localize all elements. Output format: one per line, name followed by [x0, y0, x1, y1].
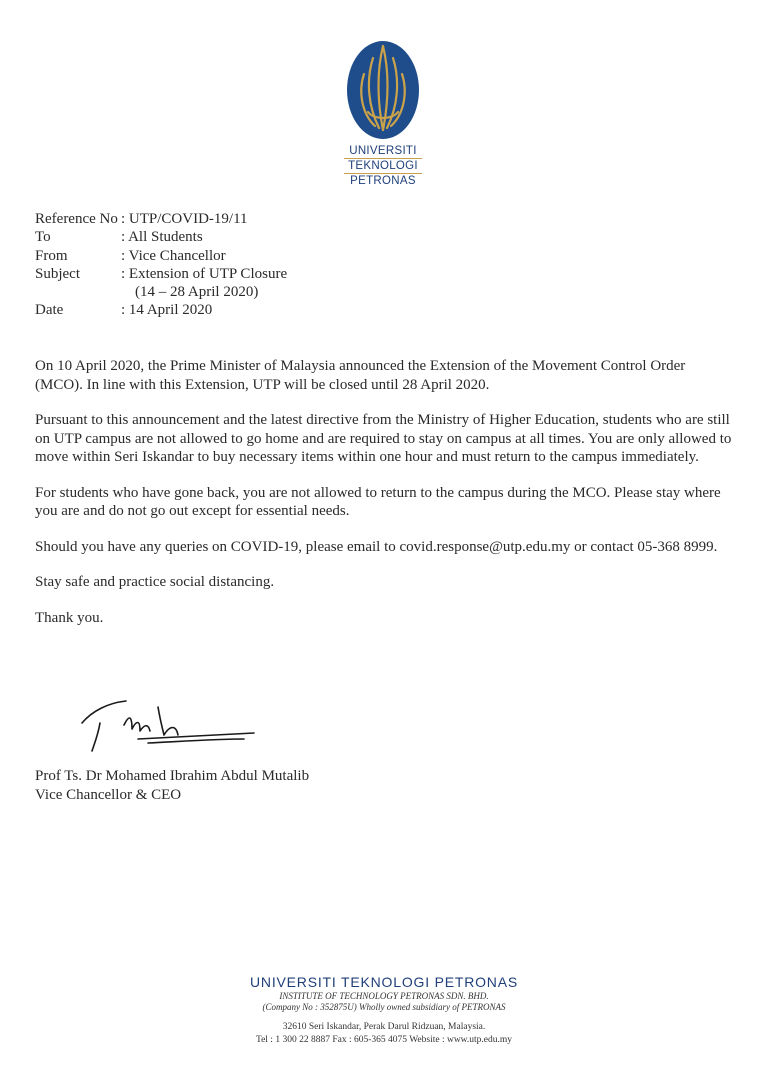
logo-line-3: PETRONAS	[350, 175, 416, 187]
paragraph-stay-safe: Stay safe and practice social distancing.	[35, 574, 275, 590]
footer-subsidiary-line: (Company No : 352875U) Wholly owned subsidiary of PETRONAS	[262, 1002, 506, 1012]
from-label: From	[35, 247, 68, 264]
paragraph-campus-directive: Pursuant to this announcement and the latest directive from the Ministry of Higher Education, students who are still on UTP campus are not allowed to go home and are required to stay on campus at all times. You are only allowed to move within Seri Iskandar to buy necessary items within one hour and must return to the campus immediately.	[35, 412, 732, 465]
paragraph-queries-contact: Should you have any queries on COVID-19, please email to covid.response@utp.edu.my or contact 05-368 8999.	[35, 538, 718, 555]
signer-name: Prof Ts. Dr Mohamed Ibrahim Abdul Mutalib	[35, 768, 310, 784]
paragraph-mco-extension: On 10 April 2020, the Prime Minister of Malaysia announced the Extension of the Movement Control Order (MCO). In line with this Extension, UTP will be closed until 28 April 2020.	[35, 358, 686, 393]
date-label: Date	[35, 302, 64, 319]
subject-value-2: (14 – 28 April 2020)	[135, 284, 259, 301]
utp-logo	[344, 40, 422, 188]
reference-row	[35, 210, 287, 228]
paragraph-thank-you: Thank you.	[35, 609, 104, 626]
footer-contact: Tel : 1 300 22 8887 Fax : 605-365 4075 Website : www.utp.edu.my	[255, 1035, 513, 1045]
signature-icon	[78, 695, 258, 765]
letterhead-footer	[150, 974, 618, 1047]
footer-org-name: UNIVERSITI TEKNOLOGI PETRONAS	[250, 974, 518, 990]
to-row	[35, 228, 287, 246]
memo-body	[35, 357, 735, 644]
subject-row	[35, 265, 287, 283]
footer-address: 32610 Seri Iskandar, Perak Darul Ridzuan, Malaysia.	[282, 1022, 486, 1032]
reference-label: Reference No	[35, 211, 118, 227]
paragraph-students-gone-back: For students who have gone back, you are not allowed to return to the campus during the MCO. Please stay where you are and do not go out except for essential needs.	[35, 484, 721, 519]
logo-line-1: UNIVERSITI	[349, 145, 417, 157]
footer-company-line: INSTITUTE OF TECHNOLOGY PETRONAS SDN. BHD.	[279, 991, 489, 1001]
to-label: To	[35, 229, 51, 246]
utp-emblem-icon	[346, 40, 420, 140]
subject-label: Subject	[35, 265, 80, 282]
date-value: : 14 April 2020	[121, 302, 213, 319]
logo-wordmark	[344, 144, 422, 188]
from-row	[35, 247, 287, 265]
from-value: : Vice Chancellor	[121, 247, 226, 264]
memo-header	[35, 210, 287, 320]
to-value: : All Students	[121, 229, 203, 246]
subject-row-2	[35, 283, 287, 301]
signer-block	[35, 767, 309, 804]
reference-value: : UTP/COVID-19/11	[121, 211, 248, 227]
signer-title: Vice Chancellor & CEO	[35, 786, 182, 803]
date-row	[35, 301, 287, 319]
logo-line-2: TEKNOLOGI	[344, 158, 422, 174]
subject-value: : Extension of UTP Closure	[121, 265, 288, 282]
